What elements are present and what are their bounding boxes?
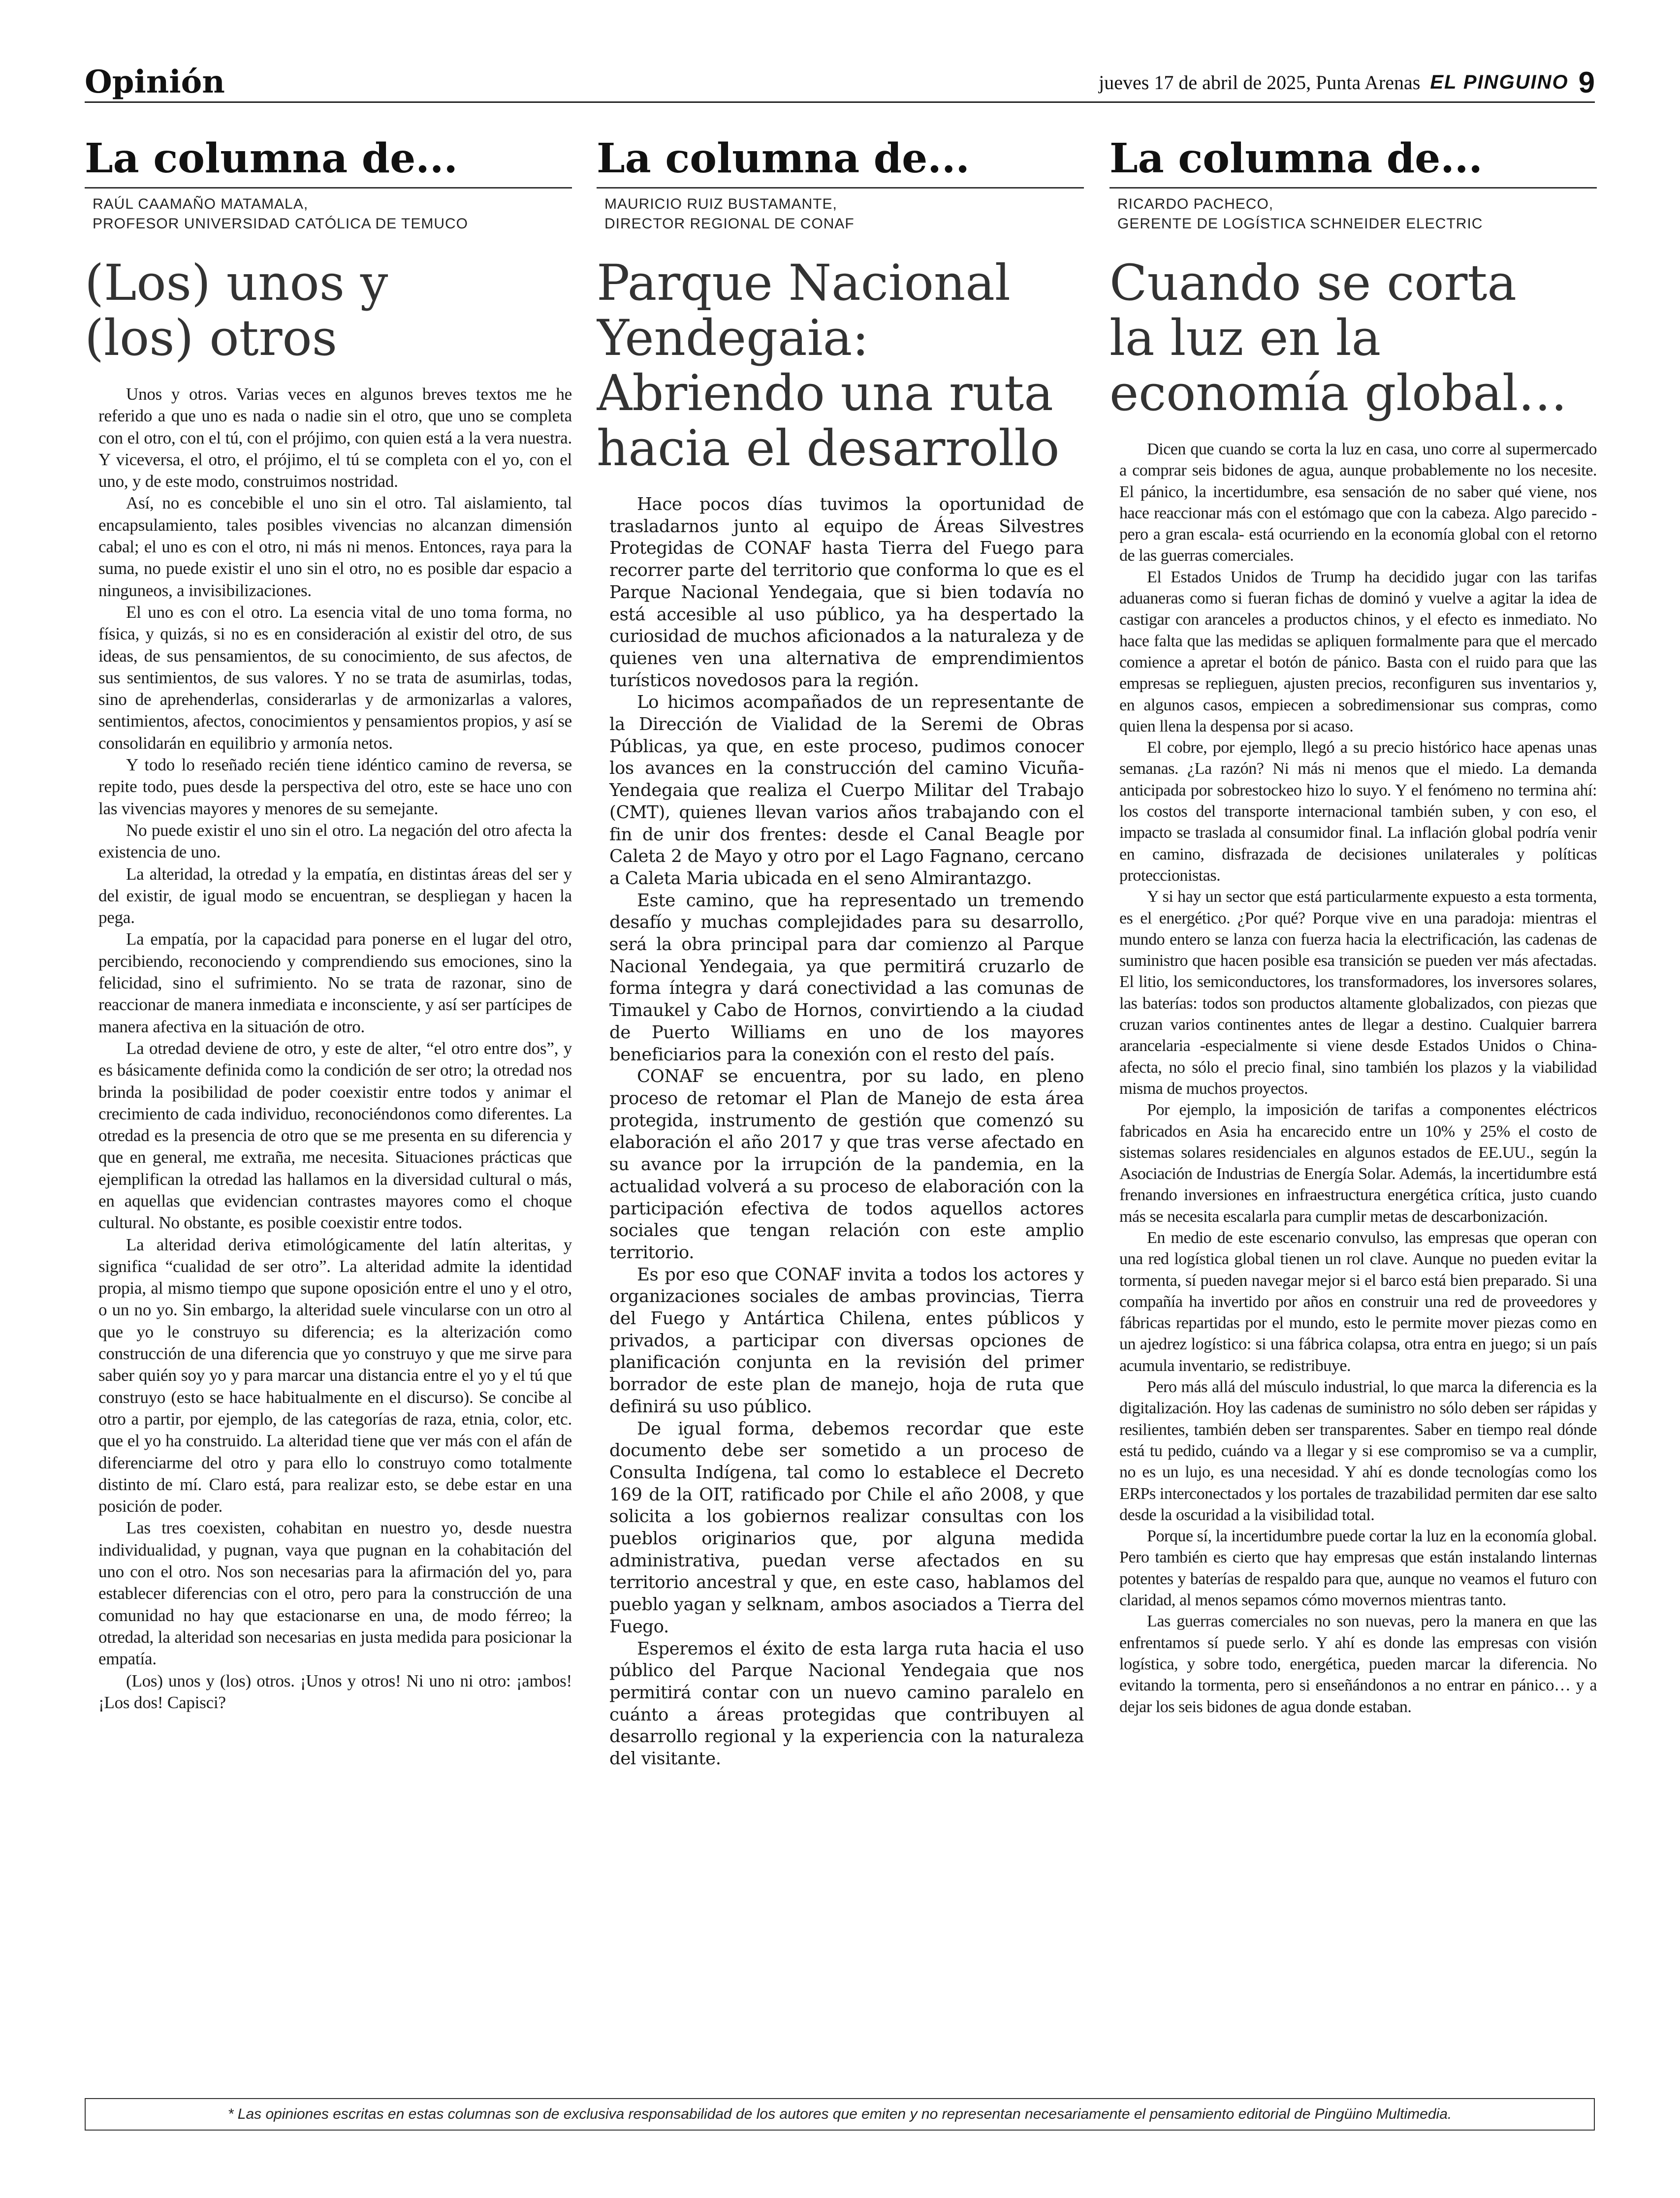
headline-line: (Los) unos y: [85, 254, 388, 312]
paragraph: La alteridad, la otredad y la empatía, en distintas áreas del ser y del existir, de igual modo se encuentran, se despliegan y hacen la pega.: [98, 864, 572, 927]
opinion-column-1: [85, 134, 572, 2054]
paragraph: De igual forma, debemos recordar que este documento debe ser sometido a un proceso de Consulta Indígena, tal como lo establece el Decreto 169 de la OIT, ratificado por Chile el año 2008, y que solicita a los gobiernos realizar consultas con los pueblos originarios que, por alguna medida administrativa, puedan verse afectados en su territorio ancestral y que, en este caso, hablamos del pueblo yagan y selknam, ambos asociados a Tierra del Fuego.: [609, 1418, 1084, 1637]
paragraph: Así, no es concebible el uno sin el otro. Tal aislamiento, tal encapsulamiento, tales posibles vivencias no alcanzan dimensión cabal; el uno es con el otro, ni más ni menos. Entonces, raya para la suma, no puede existir el uno sin el otro, no es posible dar espacio a ninguneos, a invisibilizaciones.: [98, 493, 572, 600]
column-headline: [85, 255, 572, 366]
headline-line: la luz en la: [1109, 309, 1381, 367]
paragraph: Pero más allá del músculo industrial, lo que marca la diferencia es la digitalización. Hoy las cadenas de suministro no sólo deben ser rápidas y resilientes, también deben ser transparentes. Saber en tiempo real dónde está tu pedido, cuándo va a llegar y si ese compromiso se va a cumplir, no es un lujo, es una necesidad. Y ahí es donde tecnologías como los ERPs interconectados y los portales de trazabilidad permiten dar ese salto desde la oscuridad a la visibilidad total.: [1119, 1378, 1597, 1524]
headline-line: hacia el desarrollo: [597, 419, 1060, 477]
paragraph: Porque sí, la incertidumbre puede cortar la luz en la economía global. Pero también es cierto que hay empresas que están instalando linternas potentes y baterías de respaldo para que, aunque no veamos el futuro con claridad, al menos sepamos cómo movernos mientras tanto.: [1119, 1527, 1597, 1610]
column-kicker: La columna de...: [85, 135, 458, 182]
page-header: [85, 63, 1595, 101]
kicker-rule: [597, 187, 1084, 189]
paragraph: El uno es con el otro. La esencia vital de uno toma forma, no física, y quizás, si no es en consideración al existir del otro, de sus ideas, de sus pensamientos, de su conocimiento, de sus afectos, de sus sentimientos, de sus valores. Y no se trata de asumirlas, todas, sino de aprehenderlas, considerarlas y de armonizarlas a valores, sentimientos, afectos, conocimientos y pensamientos propios, y así se consolidarán en equilibrio y armonía netos.: [98, 602, 572, 753]
paragraph: Unos y otros. Varias veces en algunos breves textos me he referido a que uno es nada o nadie sin el otro, que uno se completa con el otro, con el tú, con el prójimo, con quien está a la vera nuestra. Y viceversa, el otro, el prójimo, el tú se completa con el yo, con el uno, y de este modo, construimos nostridad.: [98, 384, 572, 491]
paragraph: En medio de este escenario convulso, las empresas que operan con una red logística global tienen un rol clave. Aunque no pueden evitar la tormenta, sí pueden navegar mejor si el barco está bien preparado. Si una compañía ha invertido por años en construir una red de proveedores y fábricas repartidas por el mundo, esto le permite mover piezas como en un ajedrez logístico: si una fábrica colapsa, otra entra en juego; si un país acumula inventario, se redistribuye.: [1119, 1228, 1597, 1375]
paragraph: CONAF se encuentra, por su lado, en pleno proceso de retomar el Plan de Manejo de esta área protegida, instrumento de gestión que comenzó su elaboración el año 2017 y que tras verse afectado en su avance por la irrupción de la pandemia, en la actualidad volverá a su proceso de elaboración con la participación efectiva de todos aquellos actores sociales que tengan relación con este amplio territorio.: [609, 1066, 1084, 1263]
paragraph: Lo hicimos acompañados de un representante de la Dirección de Vialidad de la Seremi de Obras Públicas, ya que, en este proceso, pudimos conocer los avances en la construcción del camino Vicuña-Yendegaia que realiza el Cuerpo Militar del Trabajo (CMT), quienes llevan varios años trabajando con el fin de unir dos frentes: desde el Canal Beagle por Caleta 2 de Mayo y otro por el Lago Fagnano, cercano a Caleta Maria ubicada en el seno Almirantazgo.: [609, 692, 1084, 889]
page-number: 9: [1578, 65, 1595, 99]
paragraph: Dicen que cuando se corta la luz en casa, uno corre al supermercado a comprar seis bidones de agua, aunque probablemente no los necesite. El pánico, la incertidumbre, esa sensación de no saber qué viene, nos hace reaccionar más con el estómago que con la cabeza. Algo parecido -pero a gran escala- está ocurriendo en la economía global con el retorno de las guerras comerciales.: [1119, 440, 1597, 565]
column-body: [85, 383, 572, 1714]
author-byline: [93, 194, 572, 234]
column-kicker: La columna de...: [1109, 135, 1483, 182]
dateline: jueves 17 de abril de 2025, Punta Arenas: [1099, 71, 1421, 94]
column-body: [597, 494, 1084, 1770]
paragraph: Y todo lo reseñado recién tiene idéntico camino de reversa, se repite todo, pues desde la perspectiva del otro, este se hace uno con las vivencias mayores y menores de su semejante.: [98, 755, 572, 818]
author-name: RAÚL CAAMAÑO MATAMALA,: [93, 196, 309, 212]
column-headline: [597, 255, 1084, 476]
author-title: DIRECTOR REGIONAL DE CONAF: [604, 216, 855, 232]
headline-line: Yendegaia:: [597, 309, 869, 367]
author-name: MAURICIO RUIZ BUSTAMANTE,: [604, 196, 837, 212]
kicker-rule: [85, 187, 572, 189]
column-headline: [1109, 255, 1597, 421]
author-title: GERENTE DE LOGÍSTICA SCHNEIDER ELECTRIC: [1117, 216, 1483, 232]
paragraph: (Los) unos y (los) otros. ¡Unos y otros! Ni uno ni otro: ¡ambos! ¡Los dos! Capisci?: [98, 1671, 572, 1712]
paragraph: Este camino, que ha representado un tremendo desafío y muchas complejidades para su desarrollo, será la obra principal para dar comienzo al Parque Nacional Yendegaia, ya que permitirá cruzarlo de forma íntegra y dará conectividad a las comunas de Timaukel y Cabo de Hornos, convirtiendo a la ciudad de Puerto Williams en uno de los mayores beneficiarios para la conexión con el resto del país.: [609, 890, 1084, 1065]
paragraph: Es por eso que CONAF invita a todos los actores y organizaciones sociales de ambas provincias, Tierra del Fuego y Antártica Chilena, entes públicos y privados, a participar con diversas opciones de planificación conjunta en la revisión del primer borrador de este plan de manejo, hoja de ruta que definirá su uso público.: [609, 1264, 1084, 1417]
section-name: Opinión: [85, 64, 225, 100]
paragraph: Por ejemplo, la imposición de tarifas a componentes eléctricos fabricados en Asia ha encarecido entre un 10% y 25% el costo de sistemas solares residenciales en algunos estados de EE.UU., según la Asociación de Industrias de Energía Solar. Además, la incertidumbre está frenando inversiones en infraestructura energética crítica, justo cuando más se necesita escalarla para cumplir metas de descarbonización.: [1119, 1101, 1597, 1226]
paragraph: Esperemos el éxito de esta larga ruta hacia el uso público del Parque Nacional Yendegaia que nos permitirá contar con un nuevo camino paralelo en cuánto a áreas protegidas que contribuyen al desarrollo regional y la experiencia con la naturaleza del visitante.: [609, 1638, 1084, 1769]
paragraph: La alteridad deriva etimológicamente del latín alteritas, y significa “cualidad de ser otro”. La alteridad admite la identidad propia, al mismo tiempo que supone oposición entre el uno y el otro, o un no yo. Sin embargo, la alteridad suele vincularse con un otro al que yo le construyo su diferencia; es la alterización como construcción de una diferencia que yo construyo y que me sirve para saber quién soy yo y para marcar una distancia entre el yo y el tú que construyo (esto se hace habitualmente en el discurso). Se concibe al otro a partir, por ejemplo, de las categorías de raza, etnia, color, etc. que el yo ha construido. La alteridad tiene que ver más con el afán de diferenciarme del otro y para ello lo construyo como totalmente distinto de mí. Claro está, para realizar esto, se debe estar en una posición de poder.: [98, 1235, 572, 1516]
author-title: PROFESOR UNIVERSIDAD CATÓLICA DE TEMUCO: [93, 216, 468, 232]
header-right: [1099, 63, 1595, 101]
paragraph: Las tres coexisten, cohabitan en nuestro yo, desde nuestra individualidad, y pugnan, vaya que pugnan en la cohabitación del uno con el otro. Nos son necesarias para la afirmación del yo, para establecer diferencias con el otro, pero para la construcción de una comunidad no hay que estacionarse en una, de modo férreo; la otredad, la alteridad son necesarias en justa medida para posicionar la empatía.: [98, 1518, 572, 1669]
author-name: RICARDO PACHECO,: [1117, 196, 1274, 212]
headline-line: (los) otros: [85, 309, 338, 367]
paragraph: No puede existir el uno sin el otro. La negación del otro afecta la existencia de uno.: [98, 820, 572, 862]
paragraph: La empatía, por la capacidad para ponerse en el lugar del otro, percibiendo, reconociendo y comprendiendo sus emociones, sino la felicidad, sino el sufrimiento. No se trata de razonar, sino de reaccionar de manera inmediata e inconsciente, y así ser partícipes de manera afectiva en la situación de otro.: [98, 929, 572, 1036]
paragraph: El Estados Unidos de Trump ha decidido jugar con las tarifas aduaneras como si fueran fichas de dominó y vuelve a agitar la idea de castigar con aranceles a productos chinos, y el efecto es inmediato. No hace falta que las medidas se apliquen formalmente para que el mercado comience a apretar el botón de pánico. Basta con el ruido para que las empresas se replieguen, ajusten precios, reconfiguren sus inventarios y, en algunos casos, empiecen a sobredimensionar sus compras, como quien llena la despensa por si acaso.: [1119, 568, 1597, 735]
header-rule: [85, 101, 1595, 103]
column-body: [1109, 439, 1597, 1718]
headline-line: Parque Nacional: [597, 254, 1011, 312]
column-kicker: La columna de...: [597, 135, 970, 182]
paragraph: El cobre, por ejemplo, llegó a su precio histórico hace apenas unas semanas. ¿La razón? Ni más ni menos que el miedo. La demanda anticipada por sobrestockeo hizo lo suyo. Y el fenómeno no termina ahí: los costos del transporte internacional también suben, y con eso, el impacto se traslada al consumidor final. La inflación global podría venir en camino, disfrazada de decisiones unilaterales y políticas proteccionistas.: [1119, 738, 1597, 885]
author-byline: [1117, 194, 1597, 234]
headline-line: Cuando se corta: [1109, 254, 1517, 312]
paragraph: Y si hay un sector que está particularmente expuesto a esta tormenta, es el energético. ¿Por qué? Porque vive en una paradoja: mientras el mundo entero se lanza con fuerza hacia la electrificación, las cadenas de suministro que hacen posible esa transición se pueden ver más afectadas. El litio, los semiconductores, los transformadores, los inversores solares, las baterías: todos son productos altamente globalizados, con piezas que cruzan varios continentes antes de llegar a destino. Cualquier barrera arancelaria -especialmente si viene desde Estados Unidos o China- afecta, no sólo el precio final, sino también los plazos y la viabilidad misma de muchos proyectos.: [1119, 888, 1597, 1098]
headline-line: Abriendo una ruta: [597, 364, 1053, 422]
kicker-rule: [1109, 187, 1597, 189]
paragraph: Hace pocos días tuvimos la oportunidad de trasladarnos junto al equipo de Áreas Silvestres Protegidas de CONAF hasta Tierra del Fuego para recorrer parte del territorio que conforma lo que es el Parque Nacional Yendegaia, que si bien todavía no está accesible al uso público, ya ha despertado la curiosidad de muchos aficionados a la naturaleza y de quienes ven una alternativa de emprendimientos turísticos novedosos para la región.: [609, 494, 1084, 691]
opinion-column-3: [1109, 134, 1597, 2054]
opinion-column-2: [597, 134, 1084, 2054]
author-byline: [604, 194, 1084, 234]
editorial-disclaimer: * Las opiniones escritas en estas columnas son de exclusiva responsabilidad de los autores que emiten y no representan necesariamente el pensamiento editorial de Pingüino Multimedia.: [85, 2098, 1595, 2131]
paragraph: La otredad deviene de otro, y este de alter, “el otro entre dos”, y es básicamente definida como la condición de ser otro; la otredad nos brinda la posibilidad de poder coexistir entre todos y animar el crecimiento de cada individuo, reconociéndonos como diferentes. La otredad es la presencia de otro que se me presenta en su diferencia y que en general, me extraña, me necesita. Situaciones prácticas que ejemplifican la otredad las hallamos en la diversidad cultural o más, en aquellas que evidencian contrastes mayores como el choque cultural. No obstante, es posible coexistir entre todos.: [98, 1038, 572, 1233]
headline-line: economía global…: [1109, 364, 1568, 422]
newspaper-logo: EL PINGUINO: [1430, 71, 1569, 93]
paragraph: Las guerras comerciales no son nuevas, pero la manera en que las enfrentamos sí puede serlo. Y ahí es donde las empresas con visión logística, y sobre todo, energética, pueden marcar la diferencia. No evitando la tormenta, pero si enseñándonos a no entrar en pánico… y a dejar los seis bidones de agua donde estaban.: [1119, 1612, 1597, 1716]
